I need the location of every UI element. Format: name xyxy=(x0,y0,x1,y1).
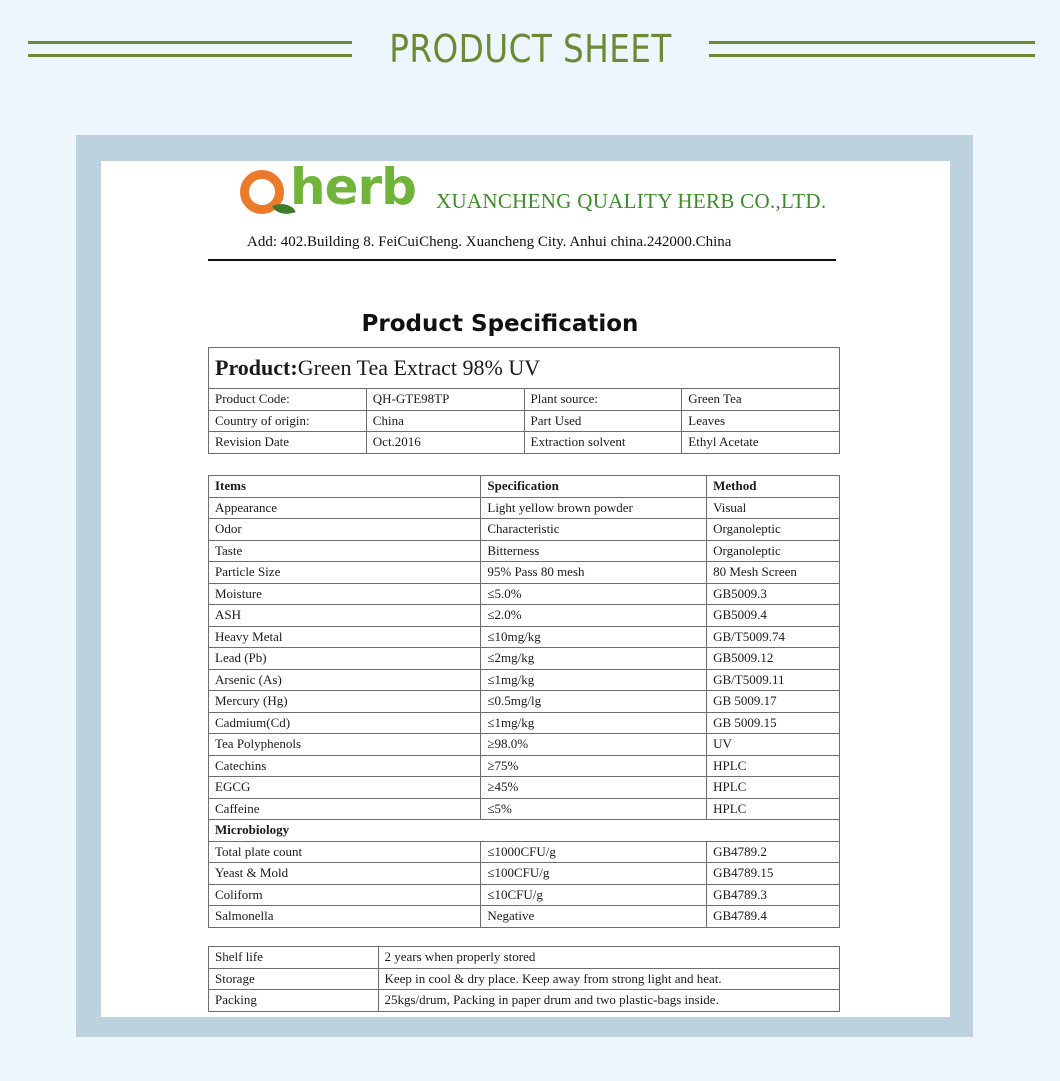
table-cell: ≤2mg/kg xyxy=(481,648,707,670)
table-cell: Part Used xyxy=(524,410,682,432)
table-cell: Cadmium(Cd) xyxy=(209,712,481,734)
table-cell: GB 5009.15 xyxy=(707,712,840,734)
table-cell: GB4789.15 xyxy=(707,863,840,885)
table-cell: Moisture xyxy=(209,583,481,605)
table-row xyxy=(209,863,840,885)
table-cell: ≤100CFU/g xyxy=(481,863,707,885)
table-cell: GB4789.4 xyxy=(707,906,840,928)
product-label: Product: xyxy=(215,355,298,380)
table-cell: Revision Date xyxy=(209,432,367,454)
table-cell: Appearance xyxy=(209,497,481,519)
table-cell: Bitterness xyxy=(481,540,707,562)
table-row xyxy=(209,755,840,777)
table-cell: ≥75% xyxy=(481,755,707,777)
table-cell: Odor xyxy=(209,519,481,541)
page-title: Product Specification xyxy=(361,311,639,337)
section-label: Microbiology xyxy=(209,820,840,842)
table-cell: ≤0.5mg/lg xyxy=(481,691,707,713)
table-cell: QH-GTE98TP xyxy=(366,389,524,411)
table-cell: Negative xyxy=(481,906,707,928)
table-cell: ≤1mg/kg xyxy=(481,712,707,734)
table-cell: HPLC xyxy=(707,798,840,820)
table-row xyxy=(209,626,840,648)
table-cell: GB5009.3 xyxy=(707,583,840,605)
table-cell: Plant source: xyxy=(524,389,682,411)
table-row xyxy=(209,691,840,713)
table-cell: ≥45% xyxy=(481,777,707,799)
table-cell: Keep in cool & dry place. Keep away from strong light and heat. xyxy=(378,968,840,990)
table-cell: Yeast & Mold xyxy=(209,863,481,885)
table-cell: China xyxy=(366,410,524,432)
table-cell: Organoleptic xyxy=(707,540,840,562)
table-cell: ≤5.0% xyxy=(481,583,707,605)
storage-table xyxy=(208,946,840,1012)
company-logo xyxy=(238,158,428,226)
table-cell: Method xyxy=(707,476,840,498)
table-row xyxy=(209,583,840,605)
table-cell: Catechins xyxy=(209,755,481,777)
table-cell: ≤1000CFU/g xyxy=(481,841,707,863)
banner-right-rule xyxy=(709,41,1035,58)
table-row xyxy=(209,990,840,1012)
table-row xyxy=(209,410,840,432)
table-row xyxy=(209,669,840,691)
table-row xyxy=(209,906,840,928)
table-row xyxy=(209,519,840,541)
banner xyxy=(0,0,1060,100)
product-name: Green Tea Extract 98% UV xyxy=(297,355,541,380)
header-divider xyxy=(208,259,836,261)
table-cell: Green Tea xyxy=(682,389,840,411)
table-cell: 95% Pass 80 mesh xyxy=(481,562,707,584)
table-cell: EGCG xyxy=(209,777,481,799)
company-name: XUANCHENG QUALITY HERB CO.,LTD. xyxy=(436,189,827,213)
table-cell: Items xyxy=(209,476,481,498)
table-row xyxy=(209,389,840,411)
table-cell: Arsenic (As) xyxy=(209,669,481,691)
logo-text: herb xyxy=(290,158,416,216)
table-row xyxy=(209,712,840,734)
banner-title: PRODUCT SHEET xyxy=(389,27,672,71)
table-cell: 25kgs/drum, Packing in paper drum and two plastic-bags inside. xyxy=(378,990,840,1012)
table-row xyxy=(209,884,840,906)
table-cell: Visual xyxy=(707,497,840,519)
table-row xyxy=(209,777,840,799)
table-row xyxy=(209,432,840,454)
table-cell: Packing xyxy=(209,990,379,1012)
table-header-row xyxy=(209,476,840,498)
table-cell: ≤10CFU/g xyxy=(481,884,707,906)
table-row xyxy=(209,968,840,990)
table-cell: ≤2.0% xyxy=(481,605,707,627)
table-cell: ≤10mg/kg xyxy=(481,626,707,648)
table-cell: ASH xyxy=(209,605,481,627)
spec-items-table xyxy=(208,475,840,928)
table-cell: GB/T5009.74 xyxy=(707,626,840,648)
table-cell: UV xyxy=(707,734,840,756)
table-row xyxy=(209,497,840,519)
table-cell: HPLC xyxy=(707,755,840,777)
table-cell: Caffeine xyxy=(209,798,481,820)
table-cell: Product Code: xyxy=(209,389,367,411)
table-row xyxy=(209,562,840,584)
table-cell: Salmonella xyxy=(209,906,481,928)
table-cell: Heavy Metal xyxy=(209,626,481,648)
table-cell: Light yellow brown powder xyxy=(481,497,707,519)
table-cell: Country of origin: xyxy=(209,410,367,432)
table-cell: ≤5% xyxy=(481,798,707,820)
table-cell: Oct.2016 xyxy=(366,432,524,454)
table-cell: GB 5009.17 xyxy=(707,691,840,713)
table-row xyxy=(209,841,840,863)
table-cell: Mercury (Hg) xyxy=(209,691,481,713)
table-row xyxy=(209,605,840,627)
table-cell: HPLC xyxy=(707,777,840,799)
table-cell: GB/T5009.11 xyxy=(707,669,840,691)
table-cell: Shelf life xyxy=(209,947,379,969)
table-cell: Storage xyxy=(209,968,379,990)
table-cell: GB4789.3 xyxy=(707,884,840,906)
table-cell: ≥98.0% xyxy=(481,734,707,756)
table-row xyxy=(209,947,840,969)
table-cell: GB5009.4 xyxy=(707,605,840,627)
table-cell: Total plate count xyxy=(209,841,481,863)
table-row xyxy=(209,540,840,562)
product-header-row xyxy=(209,348,840,389)
table-cell: Organoleptic xyxy=(707,519,840,541)
table-cell: Lead (Pb) xyxy=(209,648,481,670)
table-row xyxy=(209,798,840,820)
table-cell: Ethyl Acetate xyxy=(682,432,840,454)
table-cell: Taste xyxy=(209,540,481,562)
table-cell: Leaves xyxy=(682,410,840,432)
table-cell: Specification xyxy=(481,476,707,498)
table-cell: 2 years when properly stored xyxy=(378,947,840,969)
table-row xyxy=(209,648,840,670)
table-cell: ≤1mg/kg xyxy=(481,669,707,691)
table-cell: Coliform xyxy=(209,884,481,906)
company-address: Add: 402.Building 8. FeiCuiCheng. Xuancheng City. Anhui china.242000.China xyxy=(247,234,732,250)
table-row xyxy=(209,734,840,756)
table-cell: Particle Size xyxy=(209,562,481,584)
table-cell: Tea Polyphenols xyxy=(209,734,481,756)
table-cell: GB5009.12 xyxy=(707,648,840,670)
product-info-table xyxy=(208,347,840,454)
table-cell: Extraction solvent xyxy=(524,432,682,454)
banner-left-rule xyxy=(28,41,352,58)
section-row xyxy=(209,820,840,842)
table-cell: Characteristic xyxy=(481,519,707,541)
table-cell: GB4789.2 xyxy=(707,841,840,863)
table-cell: 80 Mesh Screen xyxy=(707,562,840,584)
